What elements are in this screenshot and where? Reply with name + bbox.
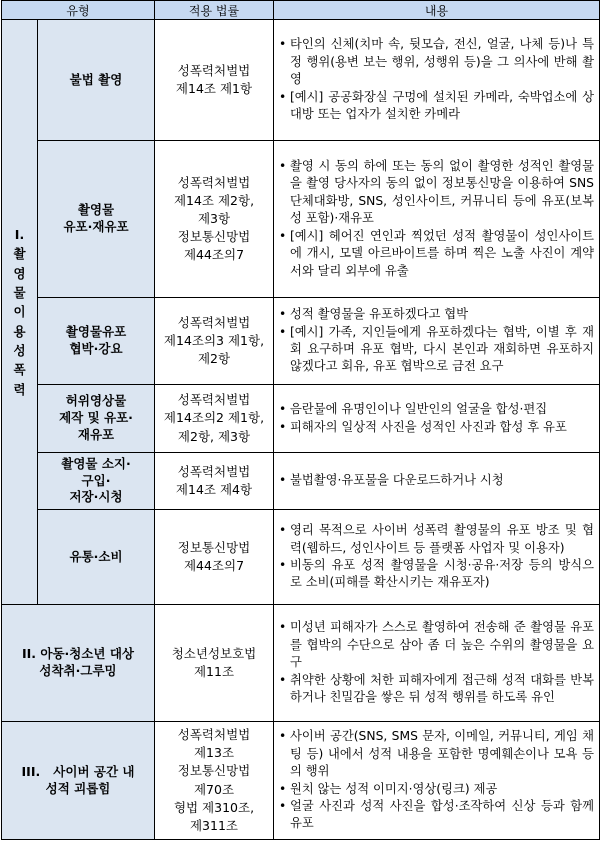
table-row: [2, 20, 600, 141]
category-char: 력: [13, 381, 26, 397]
content-bullet: • 비동의 유포 성적 촬영물을 시청·공유·저장 등의 방식으로 소비(피해를 확산시키는 재유포자): [277, 557, 594, 592]
content-bullet: • 피해자의 일상적 사진을 성적인 사진과 합성 후 유포: [277, 419, 594, 436]
category-cell-section-1: [2, 20, 38, 605]
content-bullet: • 사이버 공간(SNS, SMS 문자, 이메일, 커뮤니티, 게임 채팅 등) 내에서 성적 내용을 포함한 명예훼손이나 모욕 등의 행위: [277, 728, 594, 780]
law-line: 제2항, 제3항: [177, 428, 251, 444]
type-line: 유통·소비: [69, 548, 123, 564]
header-content: 내용: [274, 1, 600, 20]
category-char: 성: [13, 343, 26, 359]
category-char: I.: [14, 226, 25, 242]
category-char: 용: [13, 323, 26, 339]
law-line: 성폭력처벌법: [177, 392, 251, 408]
content-cell: [274, 20, 600, 141]
type-line: 허위영상물: [65, 393, 127, 409]
law-line: 제44조의7: [183, 247, 245, 263]
category-line: II. 아동·청소년 대상: [21, 646, 135, 662]
category-char: 이: [13, 304, 26, 320]
type-cell: [38, 20, 155, 141]
law-cell: [155, 605, 274, 722]
type-line: 불법 촬영: [69, 71, 123, 87]
header-type: 유형: [2, 1, 155, 20]
type-line: 촬영물유포: [65, 324, 127, 340]
category-line: III. 사이버 공간 내: [21, 763, 135, 779]
category-char: 폭: [13, 362, 26, 378]
content-bullet: • 불법촬영·유포물을 다운로드하거나 시청: [277, 472, 594, 489]
category-cell-section-2: [2, 605, 155, 722]
law-line: 제14조 제1항: [175, 81, 253, 96]
category-char: 촬: [13, 246, 26, 262]
type-line: 저장·시청: [69, 489, 123, 505]
table-row: [2, 298, 600, 385]
law-cell: [155, 141, 274, 298]
content-bullet: • 타인의 신체(치마 속, 뒷모습, 전신, 얼굴, 나체 등)나 특정 행위(용변 보는 행위, 성행위 등)을 그 의사에 반해 촬영: [277, 36, 594, 88]
content-bullet: • 미성년 피해자가 스스로 촬영하여 전송해 준 촬영물 유포를 협박의 수단으로 삼아 좀 더 높은 수위의 촬영물을 요구: [277, 619, 594, 671]
content-list: [277, 306, 594, 376]
content-cell: [274, 453, 600, 510]
table-row: [2, 385, 600, 453]
type-line: 제작 및 유포·: [59, 410, 133, 426]
header-law: 적용 법률: [155, 1, 274, 20]
type-cell: [38, 453, 155, 510]
content-list: [277, 472, 594, 489]
law-line: 정보통신망법: [177, 763, 251, 779]
law-line: 성폭력처벌법: [177, 174, 251, 190]
content-list: [277, 619, 594, 706]
law-cell: [155, 385, 274, 453]
content-cell: [274, 605, 600, 722]
type-cell: [38, 298, 155, 385]
law-line: 청소년성보호법: [171, 645, 257, 661]
law-line: 성폭력처벌법: [177, 463, 251, 479]
category-line: 성적 괴롭힘: [45, 780, 111, 796]
law-cell: [155, 453, 274, 510]
content-bullet: • 음란물에 유명인이나 일반인의 얼굴을 합성·편집: [277, 401, 594, 418]
content-cell: [274, 385, 600, 453]
law-line: 제13조: [193, 745, 235, 761]
law-line: 제14조의3 제1항,: [163, 332, 265, 348]
content-cell: [274, 722, 600, 840]
content-bullet: • [예시] 가족, 지인들에게 유포하겠다는 협박, 이별 후 재회 요구하며 유포 협박, 다시 본인과 재회하면 유포하지 않겠다고 회유, 유포 협박으로 금전 요구: [277, 324, 594, 376]
content-bullet: • 성적 촬영물을 유포하겠다고 협박: [277, 306, 594, 323]
content-bullet: • 촬영 시 동의 하에 또는 동의 없이 촬영한 성적인 촬영물을 촬영 당사자의 동의 없이 정보통신망을 이용하여 SNS 단체대화방, SNS, 성인사이트, 커뮤니티 등에 유포(보복성 포함)·재유포: [277, 158, 594, 228]
type-line: 촬영물 소지·: [61, 455, 131, 471]
table-header-row: [2, 1, 600, 20]
law-line: 제14조 제4항: [175, 482, 253, 497]
law-line: 제11조: [193, 664, 235, 679]
content-list: [277, 728, 594, 833]
content-bullet: • 얼굴 사진과 성적 사진을 합성·조작하여 신상 등과 함께 유포: [277, 798, 594, 833]
law-line: 제3항: [197, 210, 231, 226]
law-cell: [155, 20, 274, 141]
content-bullet: • 원치 않는 성적 이미지·영상(링크) 제공: [277, 781, 594, 798]
category-cell-section-3: [2, 722, 155, 840]
type-line: 구입·: [81, 472, 111, 488]
law-line: 제70조: [193, 781, 235, 797]
type-cell: [38, 385, 155, 453]
cyber-sexual-violence-table: [1, 0, 600, 840]
law-line: 제311조: [189, 817, 238, 833]
content-cell: [274, 298, 600, 385]
type-cell: [38, 510, 155, 605]
content-cell: [274, 510, 600, 605]
law-cell: [155, 298, 274, 385]
category-char: 물: [13, 284, 26, 300]
law-line: 정보통신망법: [177, 539, 251, 555]
type-line: 촬영물: [77, 202, 115, 218]
category-vertical-label: [2, 225, 37, 399]
category-line: 성착취·그루밍: [39, 663, 117, 678]
law-cell: [155, 722, 274, 840]
law-line: 제2항: [197, 351, 231, 367]
law-line: 제44조의7: [183, 558, 245, 573]
content-bullet: • 취약한 상황에 처한 피해자에게 접근해 성적 대화를 반복하거나 친밀감을 쌓은 뒤 성적 행위를 하도록 유인: [277, 672, 594, 707]
content-bullet: • 영리 목적으로 사이버 성폭력 촬영물의 유포 방조 및 협력(웹하드, 성인사이트 등 플랫폼 사업자 및 이용자): [277, 522, 594, 557]
table-row: [2, 722, 600, 840]
law-line: 제14조의2 제1항,: [163, 410, 265, 426]
content-list: [277, 522, 594, 592]
type-cell: [38, 141, 155, 298]
law-cell: [155, 510, 274, 605]
table-row: [2, 141, 600, 298]
law-line: 성폭력처벌법: [177, 727, 251, 743]
type-line: 협박·강요: [69, 341, 123, 356]
law-line: 성폭력처벌법: [177, 314, 251, 330]
law-line: 성폭력처벌법: [177, 62, 251, 78]
content-list: [277, 36, 594, 123]
table-row: [2, 510, 600, 605]
law-line: 형법 제310조,: [173, 799, 255, 815]
table-row: [2, 453, 600, 510]
content-cell: [274, 141, 600, 298]
content-list: [277, 158, 594, 280]
type-line: 재유포: [77, 426, 115, 442]
content-bullet: • [예시] 공공화장실 구멍에 설치된 카메라, 숙박업소에 상대방 또는 업자가 설치한 카메라: [277, 89, 594, 124]
type-line: 유포·재유포: [63, 219, 129, 234]
law-line: 정보통신망법: [177, 229, 251, 245]
content-list: [277, 401, 594, 436]
content-bullet: • [예시] 헤어진 연인과 찍었던 성적 촬영물이 성인사이트에 개시, 모델 아르바이트를 하며 찍은 노출 사진이 계약서와 달리 외부에 유출: [277, 228, 594, 280]
law-line: 제14조 제2항,: [173, 192, 255, 208]
category-char: 영: [13, 265, 26, 281]
table-row: [2, 605, 600, 722]
